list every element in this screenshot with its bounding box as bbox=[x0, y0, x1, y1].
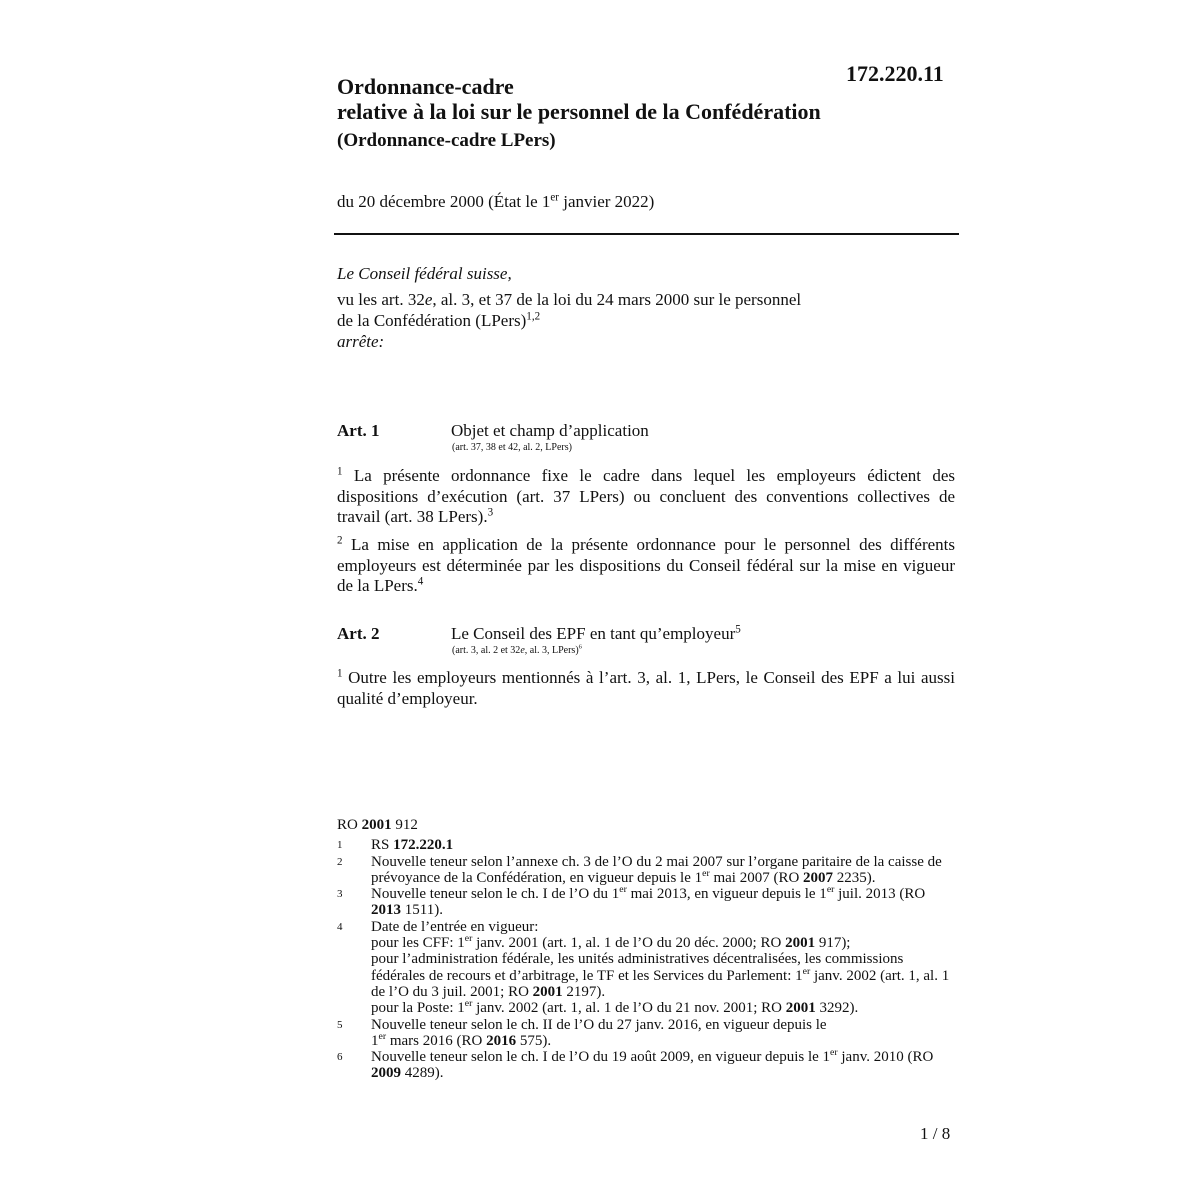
article-1-paragraph-1: $^1$ La présente ordonnance fixe le cadre dans lequel les employeurs édictent des dispositions d’exécution (art. 37 LPers) ou concluent des conventions collectives de travail (art. 38 LPers).$^3$ bbox=[337, 465, 955, 526]
footnote-item: 6 Nouvelle teneur selon le ch. I de l’O du 19 août 2009, en vigueur depuis le 1er janv. 2010 (RO 2009 4289). bbox=[337, 1047, 934, 1082]
preamble-authority: Le Conseil fédéral suisse, bbox=[337, 264, 512, 283]
footnotes bbox=[337, 817, 957, 1082]
footnote-number: 1 bbox=[337, 839, 343, 852]
header-divider bbox=[334, 233, 959, 235]
preamble bbox=[337, 263, 957, 357]
footnote-item: 3 Nouvelle teneur selon le ch. I de l’O du 1er mai 2013, en vigueur depuis le 1er juil. 2013 (RO 2013 1511). bbox=[337, 884, 926, 919]
document-title bbox=[337, 74, 821, 154]
footnote-item: 5 Nouvelle teneur selon le ch. II de l’O du 27 janv. 2016, en vigueur depuis le 1er mars 2016 (RO 2016 575). bbox=[337, 1016, 827, 1049]
date-line: du 20 décembre 2000 (État le 1er janvier 2022) bbox=[337, 191, 655, 211]
title-line-2: relative à la loi sur le personnel de la Confédération bbox=[337, 99, 821, 124]
preamble-decrees: arrête: bbox=[337, 332, 385, 351]
page-number: 1 / 8 bbox=[920, 1124, 951, 1143]
footnote-item: 2 Nouvelle teneur selon l’annexe ch. 3 de l’O du 2 mai 2007 sur l’organe paritaire de la caisse de prévoyance de la Confédération, en vigueur depuis le 1er mai 2007 (RO 2007 2235). bbox=[337, 853, 942, 886]
article-title: Objet et champ d’application bbox=[451, 421, 649, 440]
article-2-paragraph-1: $^1$ Outre les employeurs mentionnés à l’art. 3, al. 1, LPers, le Conseil des EPF a lui aussi qualité d’employeur. bbox=[337, 667, 955, 708]
footnote-number: 3 bbox=[337, 888, 343, 901]
article-title: Le Conseil des EPF en tant qu’employeur$^5$ bbox=[451, 623, 741, 643]
footnote-number: 4 bbox=[337, 920, 343, 933]
sr-number: 172.220.11 bbox=[846, 61, 944, 86]
article-reference: (art. 37, 38 et 42, al. 2, LPers) bbox=[452, 442, 572, 453]
article-number: Art. 2 bbox=[337, 624, 380, 643]
article-reference: (art. 3, al. 2 et 32e, al. 3, LPers)$^6$ bbox=[452, 643, 582, 656]
footnote-item: 1 RS 172.220.1 bbox=[337, 837, 454, 854]
title-line-1: Ordonnance-cadre bbox=[337, 74, 514, 99]
footnote-number: 6 bbox=[337, 1051, 343, 1064]
footnote-item: 4 Date de l’entrée en vigueur: pour les CFF: 1er janv. 2001 (art. 1, al. 1 de l’O du 20 déc. 2000; RO 2001 917); pour l’administration fédérale, les unités administratives décentralisées, les commissions fédérales de recours et d’arbitrage, le TF et les Services du Parlement: 1er janv. 2002 (art. 1, al. 1 de l’O du 3 juil. 2001; RO 2001 2197). pour la Poste: 1er janv. 2002 (art. 1, al. 1 de l’O du 21 nov. 2001; RO 2001 3292). bbox=[337, 918, 950, 1017]
ro-reference: RO 2001 912 bbox=[337, 817, 418, 833]
footnote-number: 2 bbox=[337, 855, 343, 868]
footnote-number: 5 bbox=[337, 1018, 343, 1031]
article-1-paragraph-2: $^2$ La mise en application de la présente ordonnance pour le personnel des différents employeurs est déterminée par les dispositions du Conseil fédéral sur la mise en vigueur de la LPers.$^4$ bbox=[337, 534, 955, 595]
article-number: Art. 1 bbox=[337, 421, 380, 440]
preamble-basis: vu les art. 32e, al. 3, et 37 de la loi du 24 mars 2000 sur le personnel de la Confédération (LPers)$^{1,2}$ bbox=[337, 290, 802, 330]
title-short: (Ordonnance-cadre LPers) bbox=[337, 130, 556, 151]
